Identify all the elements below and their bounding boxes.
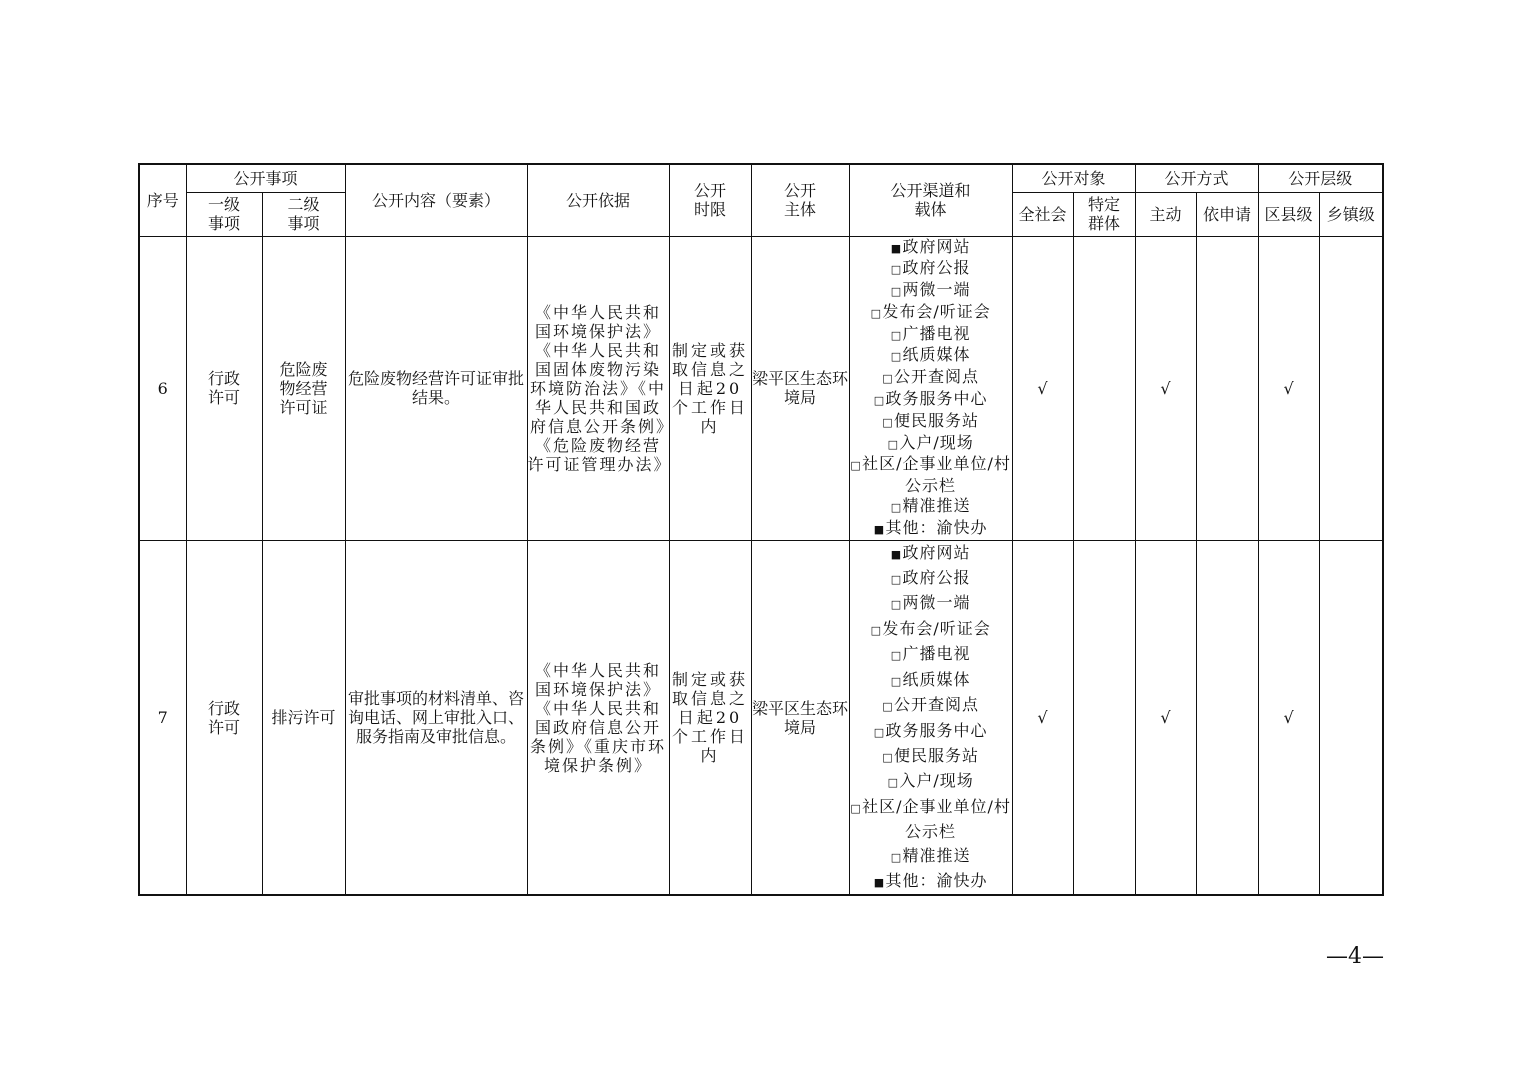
row-level2: 危险废 物经营 许可证 bbox=[262, 236, 345, 540]
header-target-specific: 特定 群体 bbox=[1073, 192, 1135, 236]
checkbox-empty-icon: □ bbox=[850, 801, 862, 815]
checkbox-filled-icon: ■ bbox=[873, 522, 886, 536]
channel-item bbox=[850, 795, 1012, 844]
channel-label: 其他：渝快办 bbox=[885, 517, 988, 537]
row-basis: 《中华人民共和国环境保护法》《中华人民共和国固体废物污染环境防治法》《中华人民共和国政府信息公开条例》《危险废物经营许可证管理办法》 bbox=[527, 236, 669, 540]
row-level1: 行政 许可 bbox=[186, 236, 262, 540]
row-target-specific bbox=[1073, 236, 1135, 540]
row-method-active: √ bbox=[1135, 540, 1196, 895]
row-level-county: √ bbox=[1258, 540, 1319, 895]
channel-item bbox=[850, 617, 1012, 642]
channel-label: 便民服务站 bbox=[894, 745, 980, 765]
channel-label: 广播电视 bbox=[902, 644, 971, 664]
channel-item bbox=[850, 518, 1012, 540]
checkbox-empty-icon: □ bbox=[882, 700, 894, 714]
channel-item bbox=[850, 844, 1012, 869]
row-level1: 行政 许可 bbox=[186, 540, 262, 895]
checkbox-empty-icon: □ bbox=[890, 598, 903, 612]
checkbox-empty-icon: □ bbox=[882, 415, 894, 429]
channel-label: 政府公报 bbox=[902, 258, 971, 278]
channel-item bbox=[850, 237, 1012, 259]
row-channels bbox=[849, 236, 1012, 540]
channel-item bbox=[850, 280, 1012, 302]
channel-label: 入户/现场 bbox=[899, 771, 974, 791]
channel-item bbox=[850, 389, 1012, 411]
channel-item bbox=[850, 744, 1012, 769]
row-target-all: √ bbox=[1012, 540, 1073, 895]
checkbox-empty-icon: □ bbox=[870, 623, 883, 637]
checkbox-empty-icon: □ bbox=[850, 459, 862, 473]
header-subject: 公开 主体 bbox=[751, 164, 849, 236]
channel-label: 精准推送 bbox=[902, 496, 971, 516]
channel-label: 发布会/听证会 bbox=[882, 301, 991, 321]
row-subject: 梁平区生态环境局 bbox=[751, 540, 849, 895]
channel-item bbox=[850, 591, 1012, 616]
checkbox-empty-icon: □ bbox=[873, 725, 886, 739]
channel-item bbox=[850, 869, 1012, 894]
header-target-group: 公开对象 bbox=[1012, 164, 1135, 192]
checkbox-empty-icon: □ bbox=[890, 649, 903, 663]
channel-label: 广播电视 bbox=[902, 323, 971, 343]
table-row bbox=[139, 540, 1383, 895]
channel-item bbox=[850, 693, 1012, 718]
channel-label: 其他：渝快办 bbox=[885, 870, 988, 890]
row-target-specific bbox=[1073, 540, 1135, 895]
row-target-all: √ bbox=[1012, 236, 1073, 540]
channel-label: 精准推送 bbox=[902, 845, 971, 865]
checkbox-empty-icon: □ bbox=[887, 437, 900, 451]
row-level2: 排污许可 bbox=[262, 540, 345, 895]
checkbox-empty-icon: □ bbox=[887, 776, 900, 790]
channel-label: 政务服务中心 bbox=[885, 389, 988, 409]
checkbox-empty-icon: □ bbox=[890, 285, 903, 299]
channel-item bbox=[850, 454, 1012, 496]
channel-label: 便民服务站 bbox=[894, 410, 980, 430]
channel-label: 纸质媒体 bbox=[902, 669, 971, 689]
channel-item bbox=[850, 642, 1012, 667]
channel-item bbox=[850, 302, 1012, 324]
header-period: 公开 时限 bbox=[669, 164, 751, 236]
header-content: 公开内容（要素） bbox=[345, 164, 527, 236]
channel-item bbox=[850, 668, 1012, 693]
row-method-request bbox=[1196, 236, 1258, 540]
header-target-all: 全社会 bbox=[1012, 192, 1073, 236]
table-row bbox=[139, 236, 1383, 540]
row-seq: 6 bbox=[139, 236, 186, 540]
table-header bbox=[139, 164, 1383, 236]
checkbox-empty-icon: □ bbox=[870, 306, 883, 320]
header-channels: 公开渠道和 载体 bbox=[849, 164, 1012, 236]
row-period: 制定或获取信息之日起20个工作日内 bbox=[669, 236, 751, 540]
row-content: 审批事项的材料清单、咨询电话、网上审批入口、服务指南及审批信息。 bbox=[345, 540, 527, 895]
checkbox-empty-icon: □ bbox=[882, 750, 894, 764]
header-method-group: 公开方式 bbox=[1135, 164, 1258, 192]
checkbox-empty-icon: □ bbox=[890, 573, 903, 587]
header-method-request: 依申请 bbox=[1196, 192, 1258, 236]
row-seq: 7 bbox=[139, 540, 186, 895]
channel-label: 社区/企事业单位/村公示栏 bbox=[862, 796, 1011, 842]
header-level1: 一级 事项 bbox=[186, 192, 262, 236]
channel-item bbox=[850, 769, 1012, 794]
channel-item bbox=[850, 566, 1012, 591]
channel-label: 社区/企事业单位/村公示栏 bbox=[862, 454, 1011, 496]
header-method-active: 主动 bbox=[1135, 192, 1196, 236]
row-method-active: √ bbox=[1135, 236, 1196, 540]
checkbox-filled-icon: ■ bbox=[890, 547, 903, 561]
channel-item bbox=[850, 496, 1012, 518]
channel-item bbox=[850, 324, 1012, 346]
header-level2: 二级 事项 bbox=[262, 192, 345, 236]
channel-label: 纸质媒体 bbox=[902, 345, 971, 365]
channel-label: 两微一端 bbox=[902, 593, 971, 613]
channel-item bbox=[850, 345, 1012, 367]
channel-label: 两微一端 bbox=[902, 280, 971, 300]
channel-label: 政府网站 bbox=[902, 542, 971, 562]
checkbox-filled-icon: ■ bbox=[873, 875, 886, 889]
header-seq: 序号 bbox=[139, 164, 186, 236]
row-level-county: √ bbox=[1258, 236, 1319, 540]
channel-item bbox=[850, 367, 1012, 389]
checkbox-empty-icon: □ bbox=[890, 501, 903, 515]
channel-item bbox=[850, 541, 1012, 566]
channel-label: 发布会/听证会 bbox=[882, 618, 991, 638]
channel-label: 政务服务中心 bbox=[885, 720, 988, 740]
channel-label: 公开查阅点 bbox=[894, 367, 980, 387]
checkbox-empty-icon: □ bbox=[890, 674, 903, 688]
header-level-county: 区县级 bbox=[1258, 192, 1319, 236]
header-level-group: 公开层级 bbox=[1258, 164, 1383, 192]
row-subject: 梁平区生态环境局 bbox=[751, 236, 849, 540]
channel-item bbox=[850, 433, 1012, 455]
channel-item bbox=[850, 411, 1012, 433]
channel-item bbox=[850, 719, 1012, 744]
header-basis: 公开依据 bbox=[527, 164, 669, 236]
channel-label: 公开查阅点 bbox=[894, 695, 980, 715]
checkbox-empty-icon: □ bbox=[890, 263, 903, 277]
header-level-town: 乡镇级 bbox=[1319, 192, 1383, 236]
row-method-request bbox=[1196, 540, 1258, 895]
page-number: —4— bbox=[1326, 944, 1384, 969]
checkbox-empty-icon: □ bbox=[890, 850, 903, 864]
header-items-group: 公开事项 bbox=[186, 164, 345, 192]
channel-label: 政府公报 bbox=[902, 568, 971, 588]
row-level-town bbox=[1319, 540, 1383, 895]
row-basis: 《中华人民共和国环境保护法》《中华人民共和国政府信息公开条例》《重庆市环境保护条例》 bbox=[527, 540, 669, 895]
checkbox-filled-icon: ■ bbox=[890, 241, 903, 255]
row-period: 制定或获取信息之日起20个工作日内 bbox=[669, 540, 751, 895]
checkbox-empty-icon: □ bbox=[873, 394, 886, 408]
checkbox-empty-icon: □ bbox=[882, 372, 894, 386]
row-channels bbox=[849, 540, 1012, 895]
row-content: 危险废物经营许可证审批结果。 bbox=[345, 236, 527, 540]
row-level-town bbox=[1319, 236, 1383, 540]
channel-label: 入户/现场 bbox=[899, 432, 974, 452]
channel-label: 政府网站 bbox=[902, 236, 971, 256]
disclosure-table bbox=[138, 163, 1384, 896]
channel-item bbox=[850, 258, 1012, 280]
checkbox-empty-icon: □ bbox=[890, 350, 903, 364]
checkbox-empty-icon: □ bbox=[890, 328, 903, 342]
